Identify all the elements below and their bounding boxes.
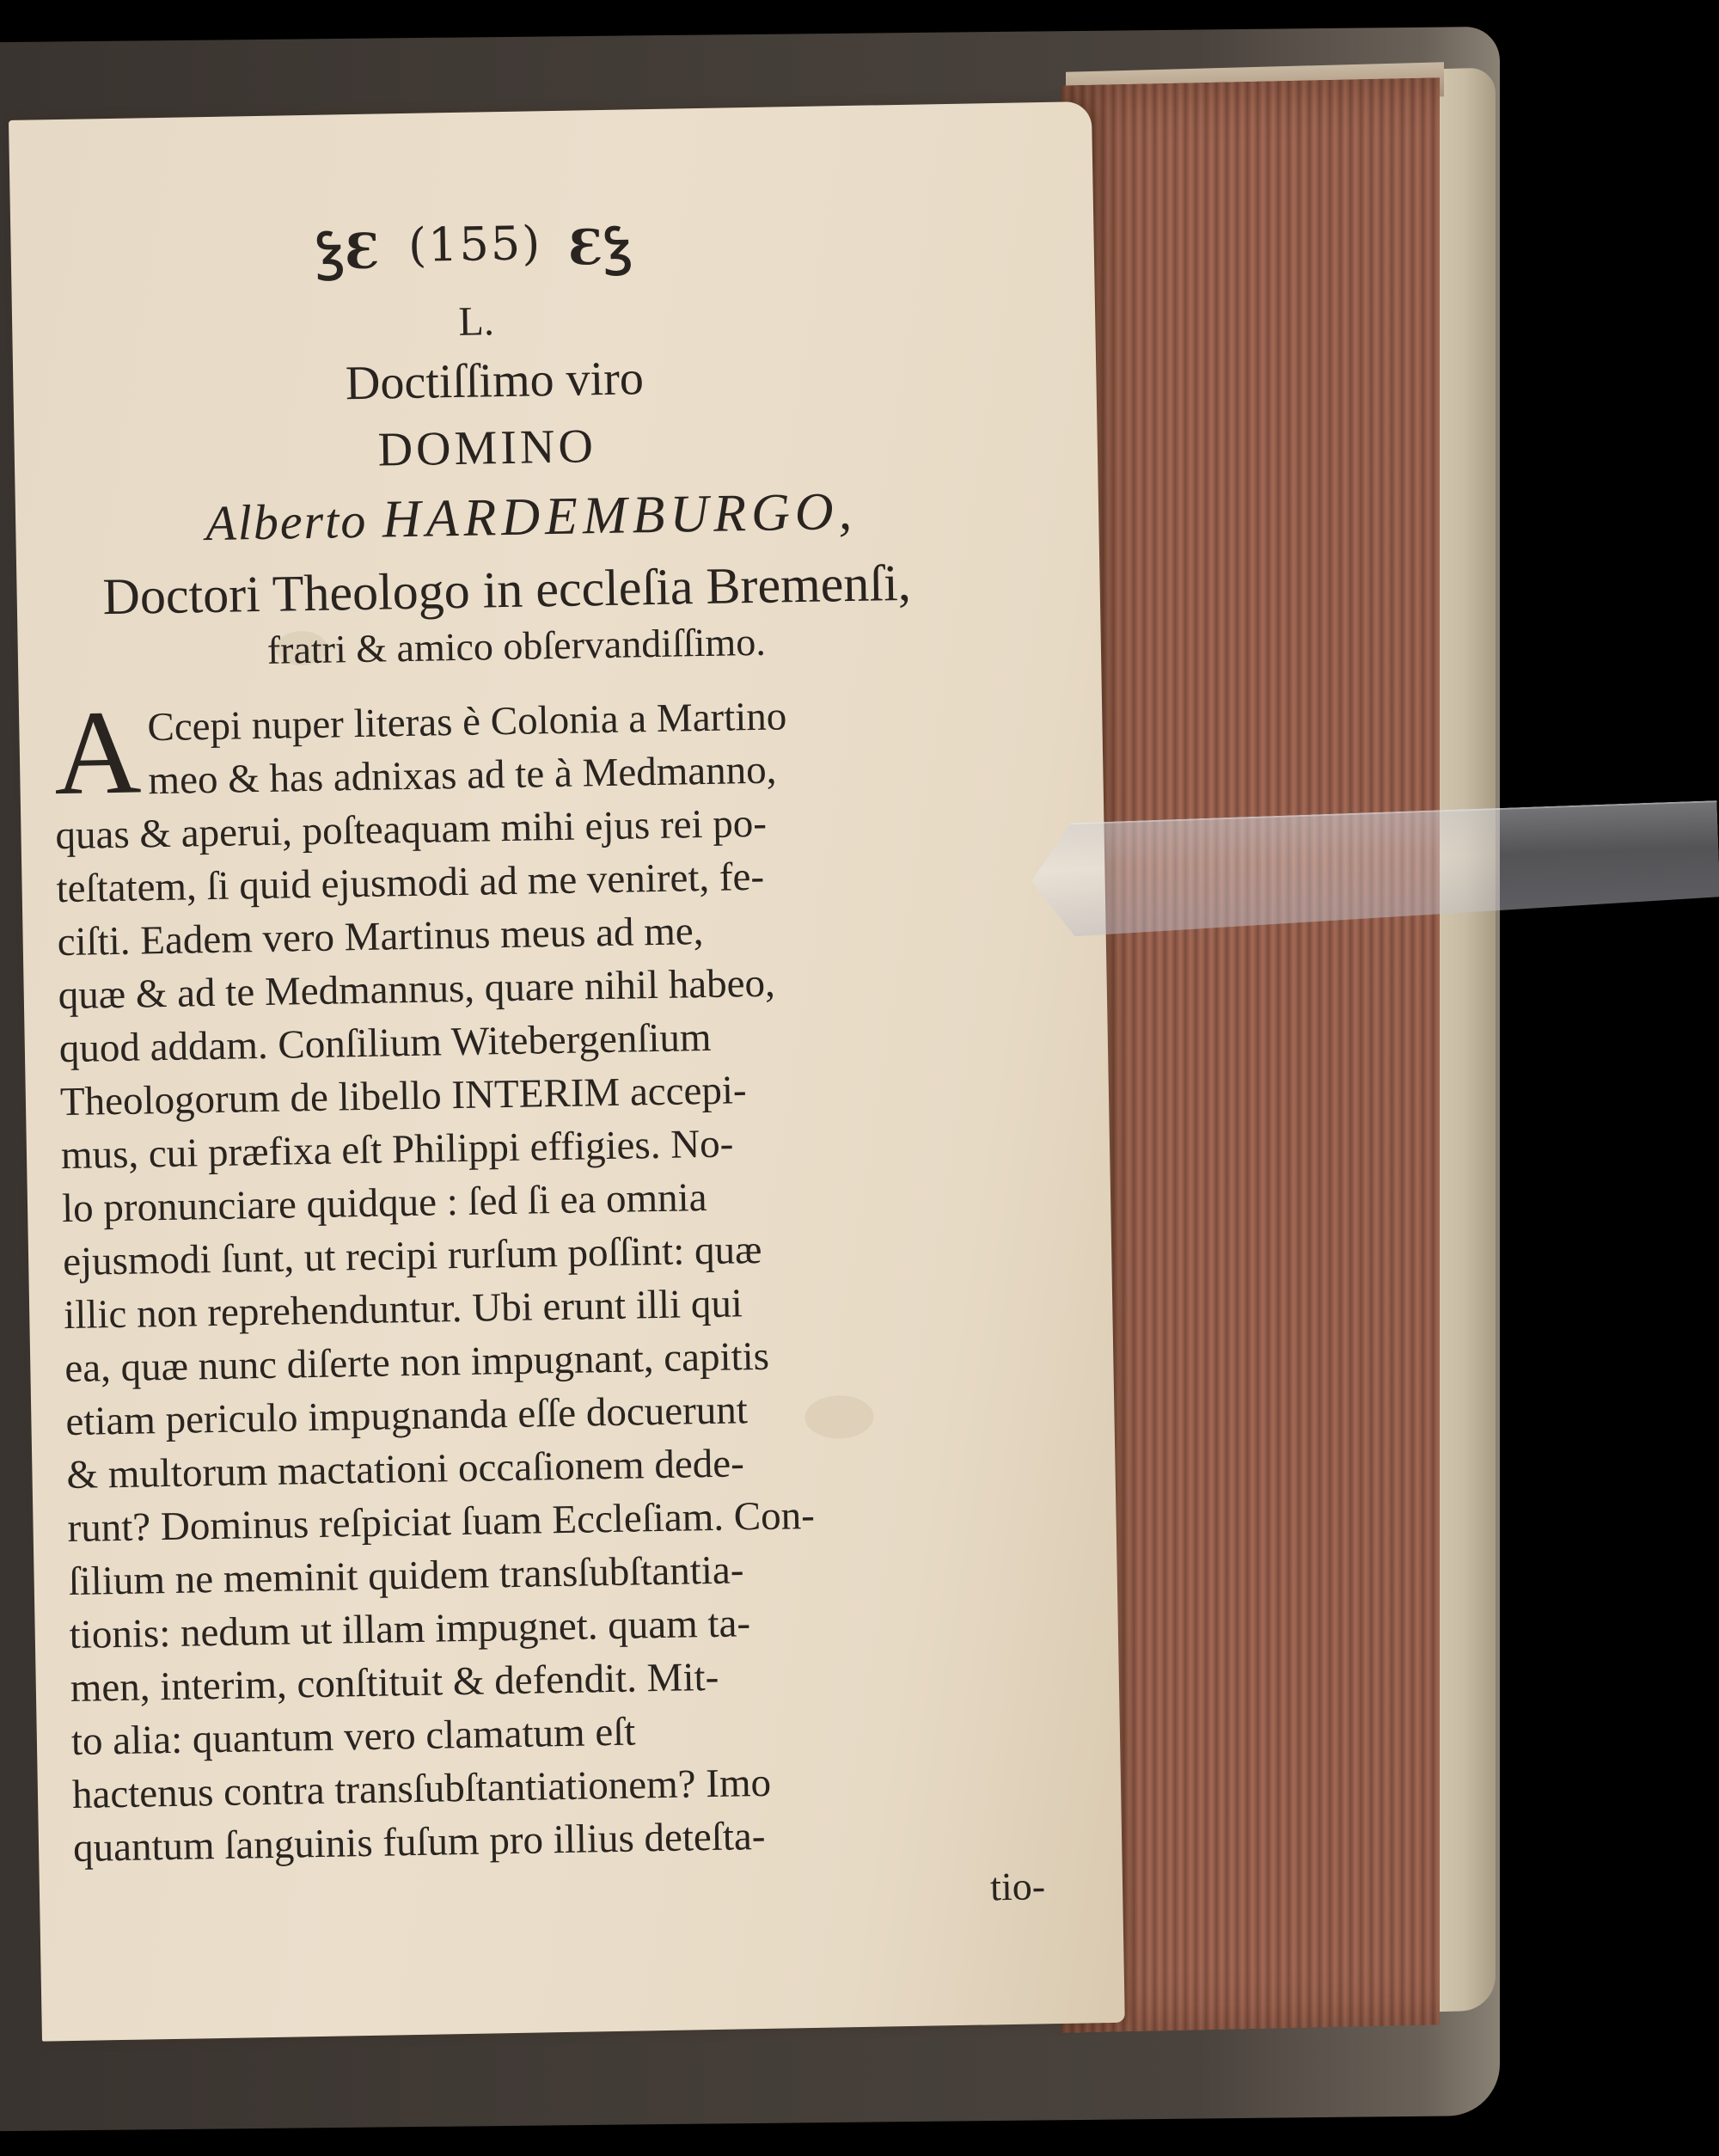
body-line: ſilium ne meminit quidem transſubſtantia- <box>68 1547 744 1605</box>
page-number: (155) <box>407 216 542 273</box>
running-header <box>0 206 982 290</box>
body-line: to alia: quantum vero clamatum eſt <box>70 1709 636 1765</box>
letter-body <box>53 686 1011 1875</box>
drop-cap: A <box>52 685 143 821</box>
body-line: men, interim, conſtituit & defendit. Mit- <box>70 1654 719 1712</box>
recipient-first-name: Alberto <box>205 492 368 552</box>
printed-page <box>9 101 1125 2042</box>
letter-heading <box>72 289 989 676</box>
body-line: Ccepi nuper literas è Colonia a Martino <box>147 694 787 750</box>
body-line: ejusmodi ſunt, ut recipi rurſum poſſint: quæ <box>62 1227 762 1285</box>
body-line: teſtatem, ſi quid ejusmodi ad me veniret, fe- <box>56 854 765 912</box>
ornament-left-icon: ꝢƐ <box>316 223 382 281</box>
body-line: lo pronunciare quidque : ſed ſi ea omnia <box>61 1175 707 1232</box>
body-line: & multorum mactationi occaſionem dede- <box>66 1441 745 1498</box>
body-line: illic non reprehenduntur. Ubi erunt illi qui <box>63 1281 743 1338</box>
recipient-surname: HARDEMBURGO, <box>382 481 858 549</box>
body-line: meo & has adnixas ad te à Medmanno, <box>148 747 777 804</box>
recipient-epithet: fratri & amico obſervandiſſimo. <box>266 619 767 672</box>
body-line: quas & aperui, poſteaquam mihi ejus rei po- <box>55 800 768 859</box>
body-line: ea, quæ nunc diſerte non impugnant, capitis <box>64 1333 770 1392</box>
body-line: quod addam. Conſilium Witebergenſium <box>58 1014 712 1072</box>
recipient-title: Doctori Theologo in eccleſia Bremenſi, <box>101 554 912 626</box>
page-marker-strip <box>1030 800 1719 938</box>
body-line: ciſti. Eadem vero Martinus meus ad me, <box>57 909 704 965</box>
ornament-right-icon: ƐꝢ <box>567 218 634 277</box>
body-line: quantum ſanguinis fuſum pro illius deteſta- <box>72 1813 766 1871</box>
body-line: etiam periculo impugnanda eſſe docuerunt <box>64 1387 749 1445</box>
domino-line: DOMINO <box>377 420 597 477</box>
page-content <box>52 206 1046 1925</box>
body-line: tionis: nedum ut illam impugnet. quam ta- <box>69 1601 751 1658</box>
body-line: Theologorum de libello INTERIM accepi- <box>59 1068 748 1125</box>
body-line: runt? Dominus reſpiciat ſuam Eccleſiam. Con- <box>67 1492 816 1552</box>
body-line: hactenus contra transſubſtantiationem? Imo <box>71 1760 772 1818</box>
salutation-line: Doctiſſimo viro <box>345 352 645 411</box>
recipient-name <box>76 479 988 555</box>
body-line: mus, cui præfixa eſt Philippi effigies. No- <box>60 1121 734 1179</box>
body-line: quæ & ad te Medmannus, quare nihil habeo, <box>58 960 776 1019</box>
letter-number: L. <box>458 298 495 345</box>
catchword: tio- <box>989 1864 1046 1909</box>
